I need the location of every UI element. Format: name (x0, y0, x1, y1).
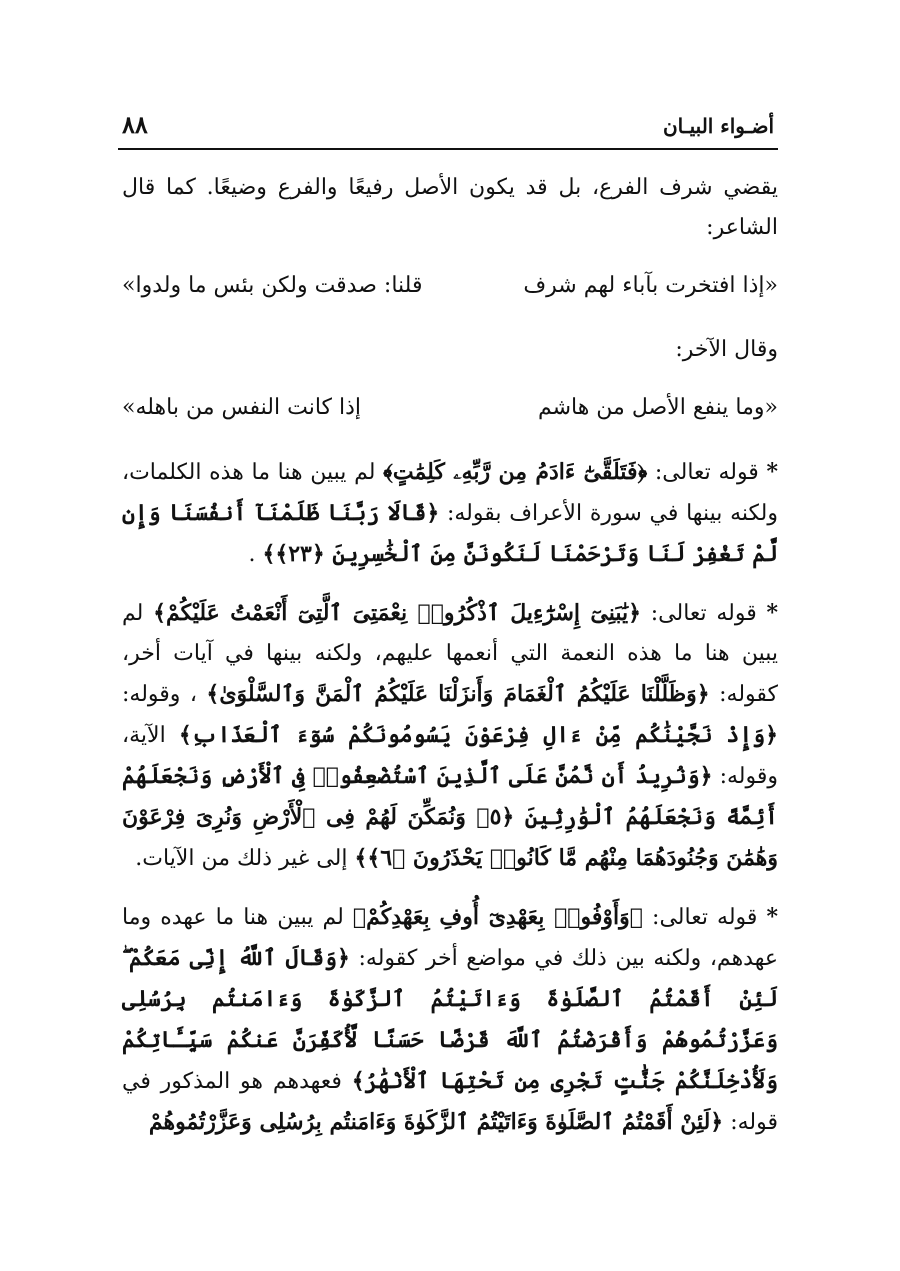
poem-2-first-hemistich: «وما ينفع الأصل من هاشم (537, 395, 778, 420)
poem-line-2 (122, 388, 778, 428)
tafsir-paragraph-2 (122, 593, 778, 879)
para-3-mid-2: فعهدهم هو المذكور في قوله: (122, 1069, 778, 1135)
star-marker: * (766, 459, 779, 485)
para-1-end: . (248, 542, 256, 567)
para-2-verse-4: ﴿وَنُرِيدُ أَن نَّمُنَّ عَلَى ٱلَّذِينَ ٱسْتُضْعِفُوا۟ فِى ٱلْأَرْضِ وَنَجْعَلَهُمْ أَئِمَّةً وَنَجْعَلَهُمُ ٱلْوَٰرِثِينَ ﴿٥﴾ وَنُمَكِّنَ لَهُمْ فِى ٱلْأَرْضِ وَنُرِىَ فِرْعَوْنَ وَهَٰمَٰنَ وَجُنُودَهُمَا مِنْهُم مَّا كَانُوا۟ يَحْذَرُونَ ﴿٦﴾﴾ (122, 763, 778, 871)
intro-paragraph: يقضي شرف الفرع، بل قد يكون الأصل رفيعًا والفرع وضيعًا. كما قال الشاعر: (122, 175, 778, 240)
tafsir-paragraph-3 (122, 897, 778, 1143)
other-poet-line: وقال الآخر: (675, 337, 778, 362)
star-marker: * (766, 600, 778, 626)
para-2-mid-3: الآية، وقوله: (122, 723, 778, 789)
para-1-verse-2: ﴿قَالَا رَبَّنَا ظَلَمْنَآ أَنفُسَنَا وَإِن لَّمْ تَغْفِرْ لَنَا وَتَرْحَمْنَا لَنَكُونَنَّ مِنَ ٱلْخَٰسِرِينَ ﴿٢٣﴾﴾ (122, 500, 778, 567)
para-3-mid-1: لم يبين هنا ما عهده وما عهدهم، ولكنه بين ذلك في مواضع أخر كقوله: (122, 905, 778, 971)
para-3-verse-3: ﴿لَئِنْ أَقَمْتُمُ ٱلصَّلَوٰةَ وَءَاتَيْتُمُ ٱلزَّكَوٰةَ وَءَامَنتُم بِرُسُلِى وَعَزَّرْتُمُوهُمْ (148, 1109, 724, 1135)
tafsir-paragraph-1 (122, 452, 778, 575)
poem-1-second-hemistich: قلنا: صدقت ولكن بئس ما ولدوا» (122, 273, 423, 298)
para-2-verse-2: ﴿وَظَلَّلْنَا عَلَيْكُمُ ٱلْغَمَامَ وَأَنزَلْنَا عَلَيْكُمُ ٱلْمَنَّ وَٱلسَّلْوَىٰ﴾ (206, 681, 710, 707)
para-2-verse-1: ﴿يَٰبَنِىٓ إِسْرَٰٓءِيلَ ٱذْكُرُوا۟ نِعْمَتِىَ ٱلَّتِىٓ أَنْعَمْتُ عَلَيْكُمْ﴾ (153, 600, 642, 626)
para-1-verse-1: ﴿فَتَلَقَّىٰٓ ءَادَمُ مِن رَّبِّهِۦ كَلِمَٰتٍ﴾ (383, 459, 648, 485)
star-marker: * (766, 904, 779, 930)
para-2-verse-3: ﴿وَإِذْ نَجَّيْنَٰكُم مِّنْ ءَالِ فِرْعَوْنَ يَسُومُونَكُمْ سُوٓءَ ٱلْعَذَابِ﴾ (178, 722, 778, 748)
para-3-verse-2: ﴿وَقَالَ ٱللَّهُ إِنِّى مَعَكُمْ ۖ لَئِنْ أَقَمْتُمُ ٱلصَّلَوٰةَ وَءَاتَيْتُمُ ٱلزَّكَوٰةَ وَءَامَنتُم بِرُسُلِى وَعَزَّرْتُمُوهُمْ وَأَقْرَضْتُمُ ٱللَّهَ قَرْضًا حَسَنًا لَّأُكَفِّرَنَّ عَنكُمْ سَيِّـَٔاتِكُمْ وَلَأُدْخِلَنَّكُمْ جَنَّٰتٍ تَجْرِى مِن تَحْتِهَا ٱلْأَنْهَٰرُ﴾ (122, 945, 779, 1094)
para-3-lead: قوله تعالى: (652, 905, 758, 930)
para-3-verse-1: ﴿وَأَوْفُوا۟ بِعَهْدِىٓ أُوفِ بِعَهْدِكُمْ﴾ (352, 904, 643, 930)
para-1-mid: لم يبين هنا ما هذه الكلمات، ولكنه بينها في سورة الأعراف بقوله: (122, 460, 778, 526)
para-2-lead: قوله تعالى: (650, 601, 757, 626)
para-2-end: إلى غير ذلك من الآيات. (135, 846, 348, 871)
page-number: ٨٨ (122, 110, 148, 139)
para-2-mid-1: لم يبين هنا ما هذه النعمة التي أنعمها عليهم، ولكنه بينها في آيات أخر، كقوله: (122, 601, 778, 707)
book-title: أضـواء البيـان (662, 114, 774, 138)
poem-line-1 (122, 266, 778, 306)
poem-2-second-hemistich: إذا كانت النفس من باهله» (122, 395, 362, 420)
page-header (118, 108, 778, 150)
para-1-lead: قوله تعالى: (654, 460, 759, 485)
poem-1-first-hemistich: «إذا افتخرت بآباء لهم شرف (523, 273, 778, 298)
para-2-mid-2: ، وقوله: (122, 682, 197, 707)
page-body (122, 168, 778, 1161)
